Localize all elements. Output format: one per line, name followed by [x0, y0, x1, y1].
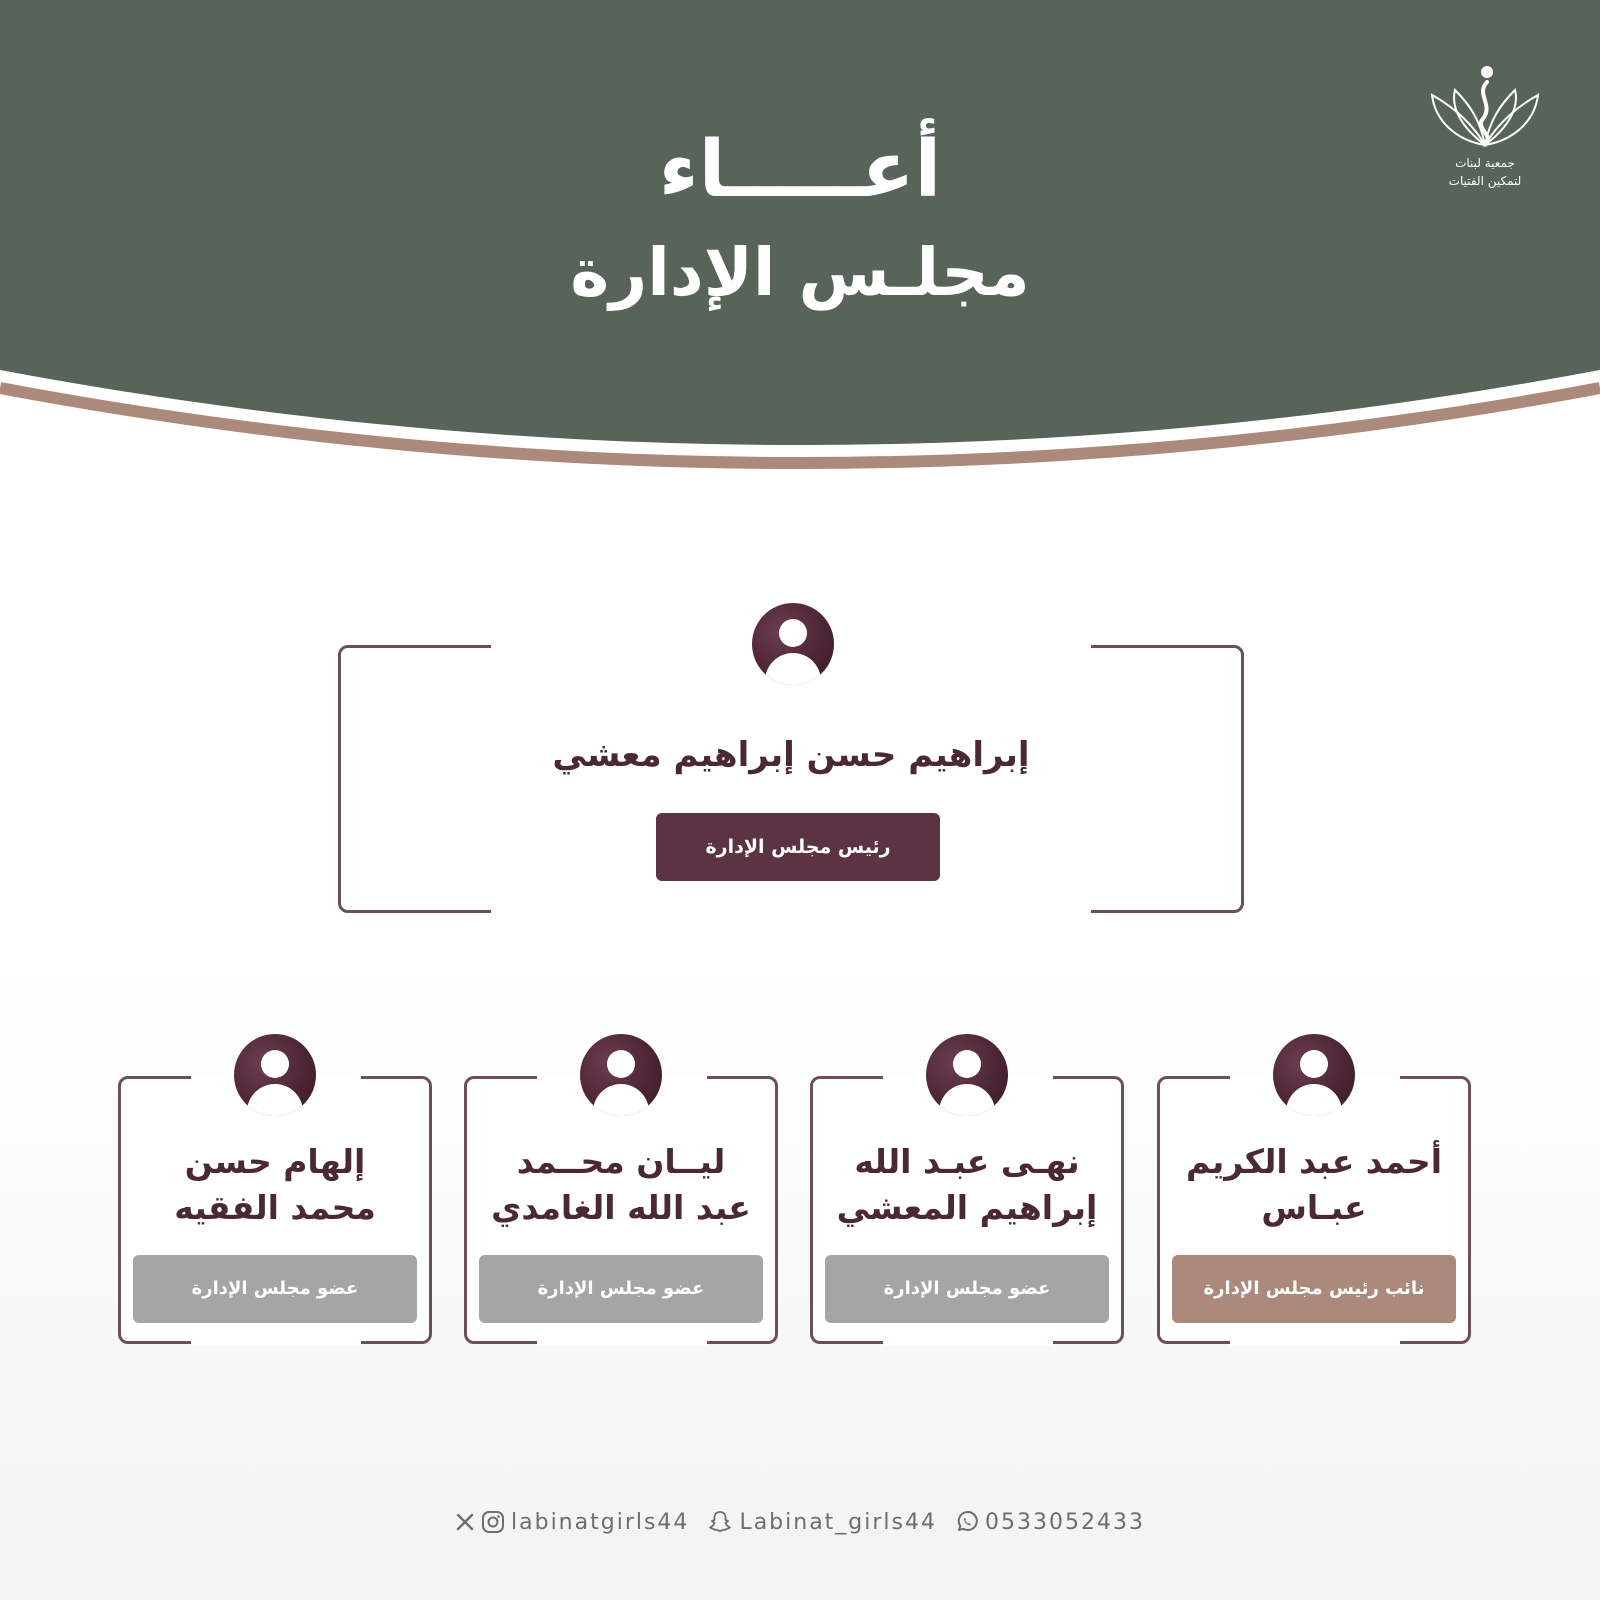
member-name [813, 1139, 1121, 1231]
member-card [464, 1076, 778, 1344]
whatsapp-link[interactable] [955, 1510, 1145, 1535]
title-line-1: أعـــــاء [658, 125, 942, 215]
instagram-icon[interactable] [481, 1510, 505, 1534]
card-border-fade [537, 1338, 707, 1346]
member-name-line-2: محمد الفقيه [174, 1188, 376, 1227]
member-name [121, 1139, 429, 1231]
instagram-handle: labinatgirls44 [511, 1509, 690, 1535]
member-name-line-2: إبراهيم المعشي [836, 1188, 1098, 1227]
user-avatar-icon [1273, 1034, 1355, 1116]
snapchat-icon[interactable] [707, 1509, 733, 1535]
member-role-badge: نائب رئيس مجلس الإدارة [1172, 1255, 1456, 1323]
member-card [1157, 1076, 1471, 1344]
member-name-line-1: إلهام حسن [184, 1142, 366, 1181]
whatsapp-icon[interactable] [955, 1510, 979, 1534]
user-avatar-icon [926, 1034, 1008, 1116]
member-name-line-1: أحمد عبد الكريم [1185, 1142, 1443, 1181]
member-name-line-1: ليــان محــمد [516, 1142, 726, 1181]
logo-tagline: لتمكين الفتيات [1448, 174, 1522, 188]
card-border-fade [1230, 1338, 1400, 1346]
user-avatar-icon [580, 1034, 662, 1116]
chairman-card [338, 645, 1244, 913]
member-name [467, 1139, 775, 1231]
logo-name: جمعية لبنات [1455, 156, 1515, 170]
member-name-line-2: عبـاس [1261, 1188, 1367, 1227]
instagram-link[interactable] [455, 1510, 689, 1535]
lotus-logo-icon [1430, 60, 1540, 150]
title-line-2: مجلـس الإدارة [570, 234, 1030, 311]
snapchat-link[interactable] [707, 1509, 937, 1535]
member-card [810, 1076, 1124, 1344]
member-role-badge: عضو مجلس الإدارة [133, 1255, 417, 1323]
card-border-fade [491, 907, 1091, 915]
user-avatar-icon [752, 603, 834, 685]
member-role-badge: عضو مجلس الإدارة [825, 1255, 1109, 1323]
phone-number: 0533052433 [985, 1509, 1145, 1535]
page-title [400, 120, 1200, 318]
member-name-line-2: عبد الله الغامدي [491, 1188, 751, 1227]
card-border-fade [191, 1338, 361, 1346]
snapchat-handle: Labinat_girls44 [739, 1509, 937, 1535]
chairman-role-badge: رئيس مجلس الإدارة [656, 813, 940, 881]
member-name [1160, 1139, 1468, 1231]
social-footer [0, 1502, 1600, 1542]
member-role-badge: عضو مجلس الإدارة [479, 1255, 763, 1323]
member-name-line-1: نهـى عبـد الله [854, 1142, 1080, 1181]
x-icon[interactable] [455, 1512, 475, 1532]
member-card [118, 1076, 432, 1344]
association-logo [1420, 60, 1550, 210]
user-avatar-icon [234, 1034, 316, 1116]
chairman-name: إبراهيم حسن إبراهيم معشي [552, 735, 1030, 775]
card-border-fade [883, 1338, 1053, 1346]
